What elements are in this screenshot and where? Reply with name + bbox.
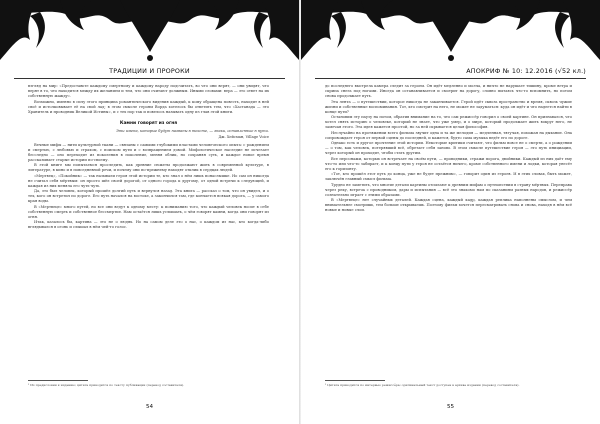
paragraph: Трудно не заметить, что многие детали картины отсылают к древним мифам о путешествии в страну мёртвых. Переправа через реку, встреча с проводником, дары и испытания — всё это знакомо нам по сказаниям разных народов, и режиссёр сознательно играет с этими образами.	[325, 182, 572, 197]
page-number: 55	[446, 404, 455, 410]
left-ornament-border	[0, 0, 299, 66]
paragraph: Да, это был человек, который прошёл долгий путь и вернулся назад. Эта книга — рассказ о том, что он увидел, и о тех, кого он встретил по дороге. Его путь начался на востоке, а закончился там, где кончается всякая дорога, — у самого края воды.	[28, 189, 269, 204]
paragraph: Однако есть и другое прочтение этой истории. Некоторые критики считают, что фильм вовсе не о смерти, а о рождении — о том, как человек, потерявший всё, обретает себя заново. В этом смысле путешествие героя — это путь инициации, через который он проходит, чтобы стать другим.	[325, 141, 572, 156]
paragraph: «Мертвец», «Покойник» — так называли героя этой истории те, кто знал о нём лишь понаслышке. Но сам он никогда не считал себя мёртвым: он просто шёл своей дорогой, от одного города к другому, от одной встречи к следующей, и каждая из них меняла его чуть-чуть.	[28, 173, 269, 188]
paragraph: В этой книге мы попытаемся проследить, как древние сюжеты продолжают жить в современной культуре, в литературе, в кино и в повседневной речи, и почему они по-прежнему находят отклик в сердцах людей.	[28, 163, 269, 173]
footnote: ¹ Из предисловия к изданию; цитата приводится по тексту публикации (перевод составителя).	[28, 382, 185, 387]
paragraph: Все персонажи, которых он встречает на своём пути, — проводники, стражи порога, двойники. Каждый из них даёт ему что-то или что-то забирает, и к концу пути у героя не остаётся ничего, кроме собственного имени и лодки, которая унесёт его к горизонту.	[325, 156, 572, 171]
running-head: ТРАДИЦИИ И ПРОРОКИ	[14, 67, 285, 79]
paragraph: Возможно, именно в силу этого принципа романтического видения каждый, к кому обращена повесть, находит в ней своё и истолковывает её на свой лад; в этом смысле героям Ворда хотелось бы ответить тем, что «Хастанада — это Хранитель и проводник Великой Истины», и с тех пор так и повелось называть одну из глав этой книги.	[28, 99, 269, 114]
paragraph: Эта лента — о путешествии, которое никогда не заканчивается. Герой идёт сквозь пространство и время, сквозь чужие жизни и собственные воспоминания. Тот, кто смотрит на него, не может не задуматься: куда он идёт и что надеется найти в конце пути?	[325, 99, 572, 114]
running-head: АПОКРИФ № 10: 12.2016 (√52 кл.)	[315, 67, 586, 79]
paragraph: Остановим эту паузу на потом, обратив внимание на то, что сам режиссёр говорил о своей картине. Он признавался, что хотел снять историю о человеке, который не знает, что уже умер, и о мире, который продолжает жить вокруг него, не замечая этого. Эта идея кажется простой, но за ней скрывается целая философия.	[325, 115, 572, 130]
section-title: Камни говорят из огня	[119, 120, 178, 126]
left-text-block	[28, 84, 269, 231]
paragraph: до последнего выстрела камера следит за героем. Он идёт медленно и молча, и ничто не нарушает тишину, кроме ветра и скрипа снега под ногами. Иногда он останавливается и смотрит на дорогу, словно пытаясь что-то вспомнить, но потом снова продолжает путь.	[325, 84, 572, 99]
page-number: 54	[145, 404, 154, 410]
epigraph-source: Дж. Хейсман, Village Voice	[218, 134, 269, 139]
paragraph: Неслучайно на протяжении всего фильма звучит одна и та же мелодия — медленная, тягучая, похожая на дыхание. Она сопровождает героя от первой сцены до последней, и кажется, будто сама музыка ведёт его по дороге.	[325, 130, 572, 140]
footnote-rule	[325, 380, 385, 381]
paragraph: Итак, казалось бы, картина — это не о людях. Но на самом деле это о нас, о каждом из нас, кто когда-либо вглядывался в огонь и слышал в нём чей-то голос.	[28, 220, 269, 230]
footnote: ¹ Цитата приводится по интервью режиссёра; оригинальный текст доступен в архиве издания (перевод составителя).	[325, 382, 520, 387]
footnotes	[325, 380, 572, 388]
paragraph: Вечные мифы — нити культурной ткани — связаны с самыми глубокими пластами человеческого опыта: с рождением и смертью, с любовью и страхом, с поиском пути и с возвращением домой. Мифологическое наследие не исчезает бесследно — оно переходит из поколения в поколение, меняя облик, но сохраняя суть, и каждое новое время рассказывает старые истории по-своему.	[28, 142, 269, 162]
footnotes	[28, 380, 269, 388]
right-page	[301, 0, 600, 424]
footnote-rule	[28, 380, 88, 381]
paragraph: В «Мертвеце» много путей, но все они ведут к одному месту: к пониманию того, что каждый человек носит в себе собственную смерть и собственное бессмертие. Нам остаётся лишь услышать, о чём говорят камни, когда они говорят из огня.	[28, 204, 269, 219]
right-text-block	[325, 84, 572, 214]
paragraph: «Тот, кто прошёл этот путь до конца, уже не будет прежним», — говорит один из героев. И в этих словах, быть может, заключён главный смысл фильма.	[325, 172, 572, 182]
right-ornament-border	[301, 0, 600, 66]
paragraph: взгляд на мир: «Предоставьте каждому смертному и каждому народу подсчитать, во что они верят, — они увидят, что верят в то, что находится между их желанием и тем, что они считают должным. Иными словами: вера — это ответ на их собственную жажду».	[28, 84, 269, 99]
epigraph: Эти имена, которые будут названы в тексте, — знаки, оставленные в пути.	[116, 128, 269, 133]
paragraph: В «Мертвеце» нет случайных деталей. Каждая сцена, каждый кадр, каждая реплика наполнены смыслом, и чем внимательнее смотришь, тем больше открываешь. Поэтому фильм хочется пересматривать снова и снова, находя в нём всё новые и новые слои.	[325, 198, 572, 213]
left-page	[0, 0, 299, 424]
